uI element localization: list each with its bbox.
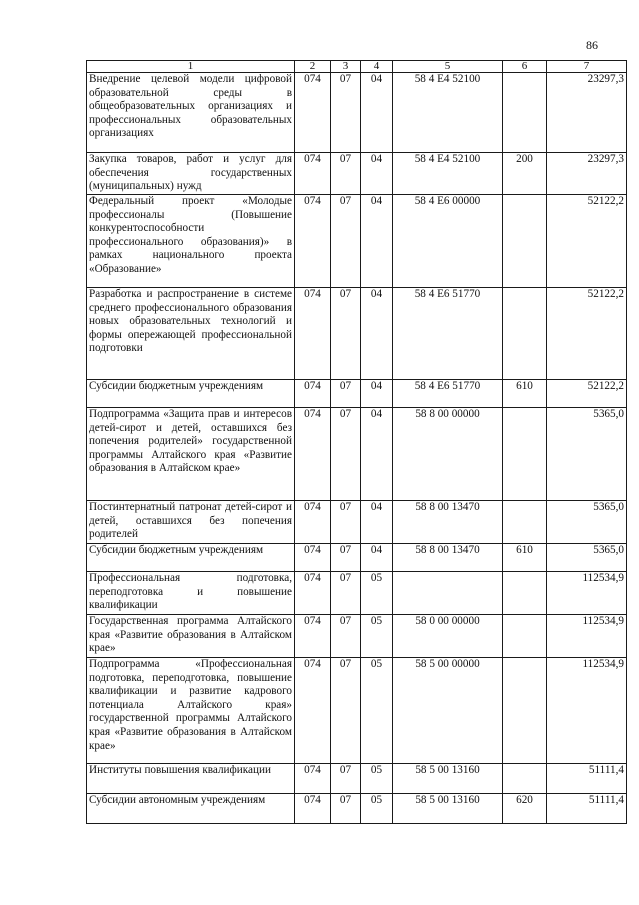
expense-type-cell: [503, 615, 547, 658]
amount-cell: 23297,3: [547, 153, 627, 195]
row-name-cell: Закупка товаров, работ и услуг для обеспечения государственных (муниципальных) нужд: [87, 153, 295, 195]
table-row: [87, 73, 627, 153]
row-name-cell: Субсидии бюджетным учреждениям: [87, 544, 295, 572]
expense-type-cell: 610: [503, 544, 547, 572]
amount-cell: 112534,9: [547, 615, 627, 658]
section-code-cell: 07: [331, 615, 361, 658]
target-article-cell: 58 4 E6 00000: [393, 195, 503, 288]
expense-type-cell: [503, 658, 547, 764]
subsection-code-cell: 04: [361, 153, 393, 195]
ministry-code-cell: 074: [295, 544, 331, 572]
table-row: [87, 501, 627, 544]
target-article-cell: 58 5 00 13160: [393, 794, 503, 824]
row-name-cell: Внедрение целевой модели цифровой образовательной среды в общеобразовательных организациях и профессиональных образовательных организациях: [87, 73, 295, 153]
table-row: [87, 408, 627, 501]
target-article-cell: 58 0 00 00000: [393, 615, 503, 658]
subsection-code-cell: 04: [361, 380, 393, 408]
amount-cell: 52122,2: [547, 380, 627, 408]
row-name-cell: Профессиональная подготовка, переподготовка и повышение квалификации: [87, 572, 295, 615]
target-article-cell: 58 4 E6 51770: [393, 288, 503, 380]
ministry-code-cell: 074: [295, 658, 331, 764]
row-name-cell: Подпрограмма «Профессиональная подготовка, переподготовка, повышение квалификации и развитие кадрового потенциала Алтайского края» государственной программы Алтайского края «Развитие образования в Алтайском крае»: [87, 658, 295, 764]
target-article-cell: 58 4 E4 52100: [393, 73, 503, 153]
subsection-code-cell: 04: [361, 73, 393, 153]
amount-cell: 112534,9: [547, 658, 627, 764]
section-code-cell: 07: [331, 288, 361, 380]
target-article-cell: 58 5 00 13160: [393, 764, 503, 794]
row-name-cell: Институты повышения квалификации: [87, 764, 295, 794]
amount-cell: 112534,9: [547, 572, 627, 615]
section-code-cell: 07: [331, 544, 361, 572]
expense-type-cell: 610: [503, 380, 547, 408]
section-code-cell: 07: [331, 794, 361, 824]
ministry-code-cell: 074: [295, 501, 331, 544]
ministry-code-cell: 074: [295, 794, 331, 824]
amount-cell: 51111,4: [547, 794, 627, 824]
ministry-code-cell: 074: [295, 572, 331, 615]
header-cell: 4: [361, 61, 393, 73]
header-cell: 6: [503, 61, 547, 73]
row-name-cell: Государственная программа Алтайского края «Развитие образования в Алтайском крае»: [87, 615, 295, 658]
amount-cell: 5365,0: [547, 544, 627, 572]
row-name-cell: Федеральный проект «Молодые профессионалы (Повышение конкурентоспособности профессионального образования)» в рамках национального проекта «Образование»: [87, 195, 295, 288]
expense-type-cell: [503, 764, 547, 794]
section-code-cell: 07: [331, 153, 361, 195]
ministry-code-cell: 074: [295, 195, 331, 288]
amount-cell: 5365,0: [547, 408, 627, 501]
target-article-cell: [393, 572, 503, 615]
header-cell: 2: [295, 61, 331, 73]
section-code-cell: 07: [331, 764, 361, 794]
page-number: 86: [586, 38, 598, 52]
expense-type-cell: [503, 572, 547, 615]
subsection-code-cell: 04: [361, 195, 393, 288]
amount-cell: 52122,2: [547, 195, 627, 288]
table-row: [87, 288, 627, 380]
header-cell: 7: [547, 61, 627, 73]
ministry-code-cell: 074: [295, 408, 331, 501]
section-code-cell: 07: [331, 73, 361, 153]
subsection-code-cell: 05: [361, 764, 393, 794]
expense-type-cell: 620: [503, 794, 547, 824]
target-article-cell: 58 4 E6 51770: [393, 380, 503, 408]
target-article-cell: 58 8 00 13470: [393, 501, 503, 544]
subsection-code-cell: 04: [361, 408, 393, 501]
subsection-code-cell: 05: [361, 572, 393, 615]
subsection-code-cell: 04: [361, 501, 393, 544]
subsection-code-cell: 05: [361, 794, 393, 824]
table-row: [87, 195, 627, 288]
subsection-code-cell: 04: [361, 544, 393, 572]
section-code-cell: 07: [331, 195, 361, 288]
row-name-cell: Субсидии автономным учреждениям: [87, 794, 295, 824]
expense-type-cell: [503, 73, 547, 153]
table-row: [87, 544, 627, 572]
table-row: [87, 794, 627, 824]
target-article-cell: 58 4 E4 52100: [393, 153, 503, 195]
amount-cell: 52122,2: [547, 288, 627, 380]
table-row: [87, 153, 627, 195]
expense-type-cell: [503, 501, 547, 544]
row-name-cell: Субсидии бюджетным учреждениям: [87, 380, 295, 408]
subsection-code-cell: 05: [361, 615, 393, 658]
ministry-code-cell: 074: [295, 153, 331, 195]
section-code-cell: 07: [331, 658, 361, 764]
ministry-code-cell: 074: [295, 615, 331, 658]
ministry-code-cell: 074: [295, 380, 331, 408]
table-row: [87, 572, 627, 615]
row-name-cell: Разработка и распространение в системе среднего профессионального образования новых образовательных технологий и формы опережающей профессиональной подготовки: [87, 288, 295, 380]
expense-type-cell: 200: [503, 153, 547, 195]
row-name-cell: Подпрограмма «Защита прав и интересов детей-сирот и детей, оставшихся без попечения родителей» государственной программы Алтайского края «Развитие образования в Алтайском крае»: [87, 408, 295, 501]
subsection-code-cell: 05: [361, 658, 393, 764]
header-cell: 3: [331, 61, 361, 73]
section-code-cell: 07: [331, 408, 361, 501]
table-row: [87, 658, 627, 764]
row-name-cell: Постинтернатный патронат детей-сирот и детей, оставшихся без попечения родителей: [87, 501, 295, 544]
budget-table: [86, 60, 627, 824]
section-code-cell: 07: [331, 501, 361, 544]
section-code-cell: 07: [331, 572, 361, 615]
table-header-row: [87, 61, 627, 73]
target-article-cell: 58 5 00 00000: [393, 658, 503, 764]
expense-type-cell: [503, 408, 547, 501]
table-row: [87, 764, 627, 794]
section-code-cell: 07: [331, 380, 361, 408]
expense-type-cell: [503, 288, 547, 380]
target-article-cell: 58 8 00 13470: [393, 544, 503, 572]
ministry-code-cell: 074: [295, 288, 331, 380]
amount-cell: 23297,3: [547, 73, 627, 153]
target-article-cell: 58 8 00 00000: [393, 408, 503, 501]
ministry-code-cell: 074: [295, 73, 331, 153]
ministry-code-cell: 074: [295, 764, 331, 794]
header-cell: 5: [393, 61, 503, 73]
amount-cell: 5365,0: [547, 501, 627, 544]
header-cell: 1: [87, 61, 295, 73]
subsection-code-cell: 04: [361, 288, 393, 380]
expense-type-cell: [503, 195, 547, 288]
table-row: [87, 615, 627, 658]
table-row: [87, 380, 627, 408]
amount-cell: 51111,4: [547, 764, 627, 794]
